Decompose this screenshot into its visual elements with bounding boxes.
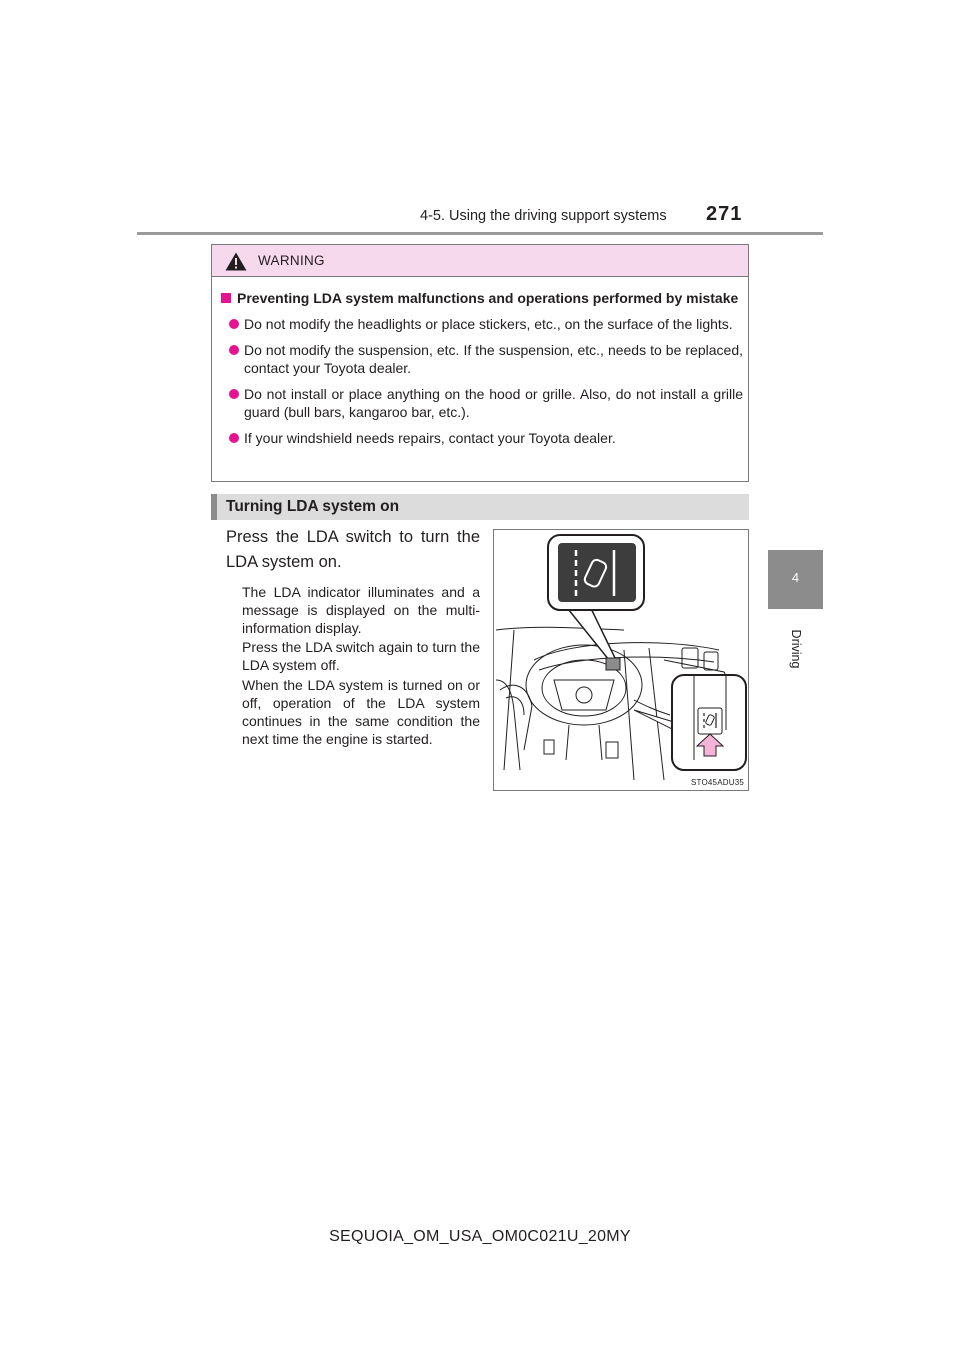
warning-bullet-text: Do not modify the suspension, etc. If the suspension, etc., needs to be replaced, contact your Toyota dealer. (244, 342, 743, 376)
page-number: 271 (706, 203, 743, 225)
warning-triangle-icon (225, 252, 247, 271)
instruction-text: Press the LDA switch to turn the LDA system on. (226, 528, 480, 571)
warning-bullet-text: Do not modify the headlights or place stickers, etc., on the surface of the lights. (244, 316, 733, 332)
circle-bullet-icon (229, 389, 239, 399)
warning-box (211, 244, 749, 482)
warning-heading-text: Preventing LDA system malfunctions and operations performed by mistake (237, 290, 739, 306)
section-heading-accent (211, 494, 217, 520)
lda-switch-illustration (493, 529, 749, 791)
section-heading-bar (211, 494, 749, 520)
circle-bullet-icon (229, 345, 239, 355)
footer-document-code: SEQUOIA_OM_USA_OM0C021U_20MY (329, 1228, 631, 1245)
note-text: When the LDA system is turned on or off, operation of the LDA system continues in the same condition the next time the engine is started. (242, 677, 480, 747)
note-text: Press the LDA switch again to turn the LDA system off. (242, 639, 480, 673)
warning-bullet-text: Do not install or place anything on the hood or grille. Also, do not install a grille guard (bull bars, kangaroo bar, etc.). (244, 386, 743, 420)
circle-bullet-icon (229, 319, 239, 329)
warning-bullet (221, 385, 743, 421)
warning-heading (221, 289, 743, 307)
chapter-tab-label: Driving (789, 629, 803, 669)
warning-header (212, 245, 748, 277)
section-heading: Turning LDA system on (226, 498, 400, 515)
square-bullet-icon (221, 293, 231, 303)
warning-title: WARNING (258, 253, 325, 268)
warning-bullet (221, 341, 743, 377)
figure-caption: STO45ADU35 (691, 778, 744, 787)
chapter-tab-number: 4 (768, 550, 823, 609)
dashboard-drawing (494, 530, 748, 790)
note-text: The LDA indicator illuminates and a message is displayed on the multi-information display. (242, 584, 480, 636)
header-rule (137, 232, 823, 235)
warning-body (221, 289, 743, 447)
warning-bullet (221, 429, 743, 447)
circle-bullet-icon (229, 433, 239, 443)
warning-bullet-text: If your windshield needs repairs, contact your Toyota dealer. (244, 430, 616, 446)
warning-bullet (221, 315, 743, 333)
running-header-section: 4-5. Using the driving support systems (420, 208, 667, 224)
chapter-tab-label-area (768, 609, 823, 689)
